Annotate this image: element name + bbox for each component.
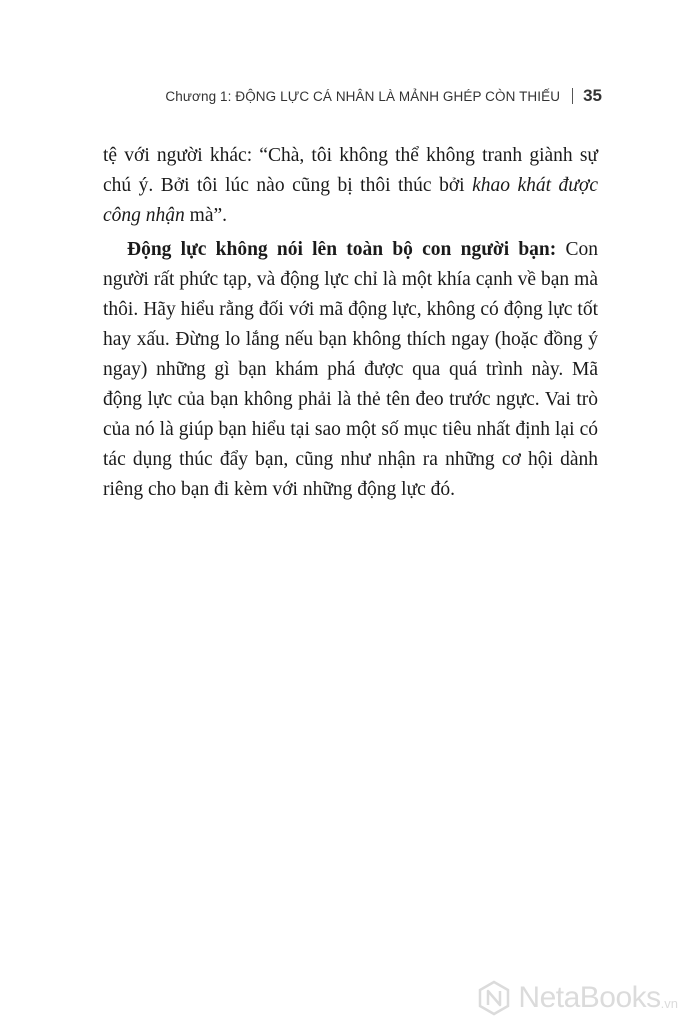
running-header (165, 86, 602, 106)
paragraph-2-text: Con người rất phức tạp, và động lực chỉ là một khía cạnh về bạn mà thôi. Hãy hiểu rằng đối với mã động lực, không có động lực tốt hay xấu. Đừng lo lắng nếu bạn không thích ngay (hoặc đồng ý ngay) những gì bạn khám phá được qua quá trình này. Mã động lực của bạn không phải là thẻ tên đeo trước ngực. Vai trò của nó là giúp bạn hiểu tại sao một số mục tiêu nhất định lại có tác dụng thúc đẩy bạn, cũng như nhận ra những cơ hội dành riêng cho bạn đi kèm với những động lực đó. (103, 239, 598, 500)
body-text (103, 141, 598, 505)
watermark-text: NetaBooks (518, 981, 661, 1014)
header-divider (572, 88, 573, 104)
watermark-suffix: .vn (660, 995, 678, 1011)
paragraph-2 (103, 235, 598, 505)
paragraph-1 (103, 141, 598, 231)
watermark (476, 980, 678, 1016)
paragraph-1-text-start: tệ với người khác: “Chà, tôi không thể không tranh giành sự chú ý. Bởi tôi lúc nào cũng bị thôi thúc bởi (103, 145, 598, 196)
netabooks-logo-icon (476, 980, 512, 1016)
page-number: 35 (583, 86, 602, 105)
paragraph-1-italic: khao khát được công nhận (103, 175, 598, 226)
chapter-title: Chương 1: ĐỘNG LỰC CÁ NHÂN LÀ MẢNH GHÉP CÒN THIẾU (165, 88, 561, 104)
paragraph-2-bold-lead: Động lực không nói lên toàn bộ con người bạn: (127, 239, 557, 260)
paragraph-1-text-end: mà”. (184, 205, 228, 226)
